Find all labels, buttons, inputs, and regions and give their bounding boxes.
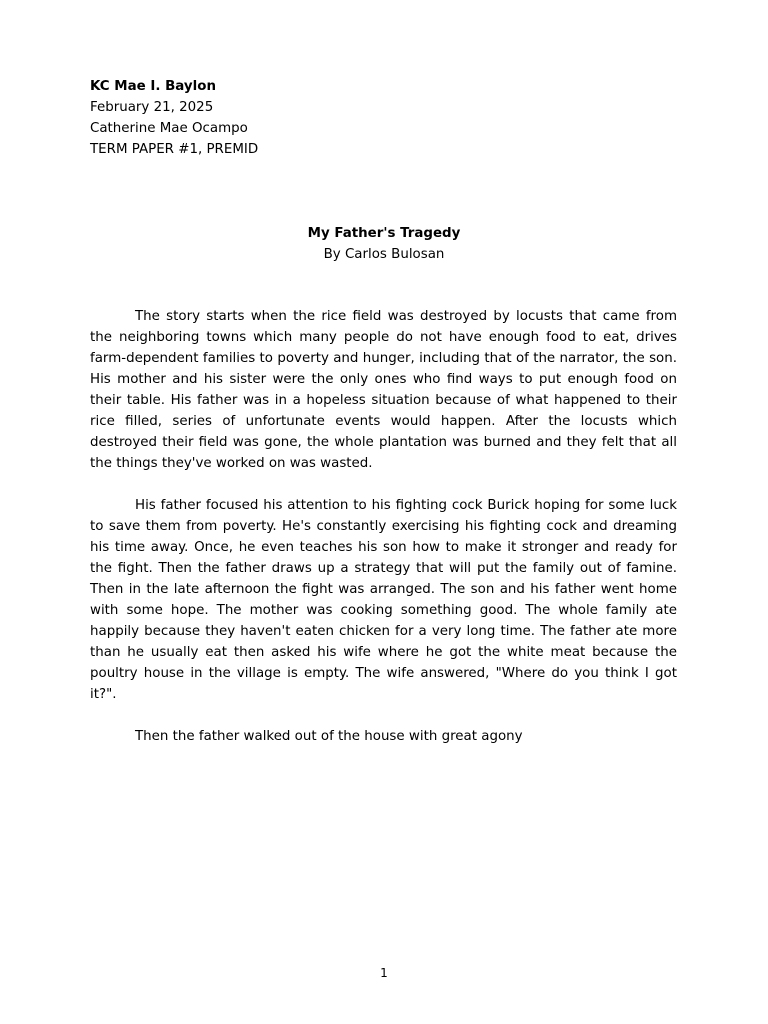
body-paragraph-3: Then the father walked out of the house with great agony [135,729,523,744]
instructor-name: Catherine Mae Ocampo [90,121,248,136]
document-title: My Father's Tragedy [307,226,461,241]
author-name: KC Mae I. Baylon [90,79,216,94]
page-number: 1 [380,966,388,980]
body-paragraph-1: The story starts when the rice field was destroyed by locusts that came from the neighboring towns which many people do not have enough food to eat, drives farm-dependent families to poverty and hunger, including that of the narrator, the son. His mother and his sister were the only ones who find ways to put enough food on their table. His father was in a hopeless situation because of what happened to their rice filled, series of unfortunate events would happen. After the locusts which destroyed their field was gone, the whole plantation was burned and they felt that all the things they've worked on was wasted. [90,309,677,471]
course-label: TERM PAPER #1, PREMID [90,142,259,157]
document-byline: By Carlos Bulosan [323,247,445,262]
title-block [0,223,768,265]
submission-date: February 21, 2025 [90,100,214,115]
document-header [90,76,258,160]
body-paragraph-2: His father focused his attention to his fighting cock Burick hoping for some luck to save them from poverty. He's constantly exercising his fighting cock and dreaming his time away. Once, he even teaches his son how to make it stronger and ready for the fight. Then the father draws up a strategy that will put the family out of famine. Then in the late afternoon the fight was arranged. The son and his father went home with some hope. The mother was cooking something good. The whole family ate happily because they haven't eaten chicken for a very long time. The father ate more than he usually eat then asked his wife where he got the white meat because the poultry house in the village is empty. The wife answered, "Where do you think I got it?". [90,498,677,702]
